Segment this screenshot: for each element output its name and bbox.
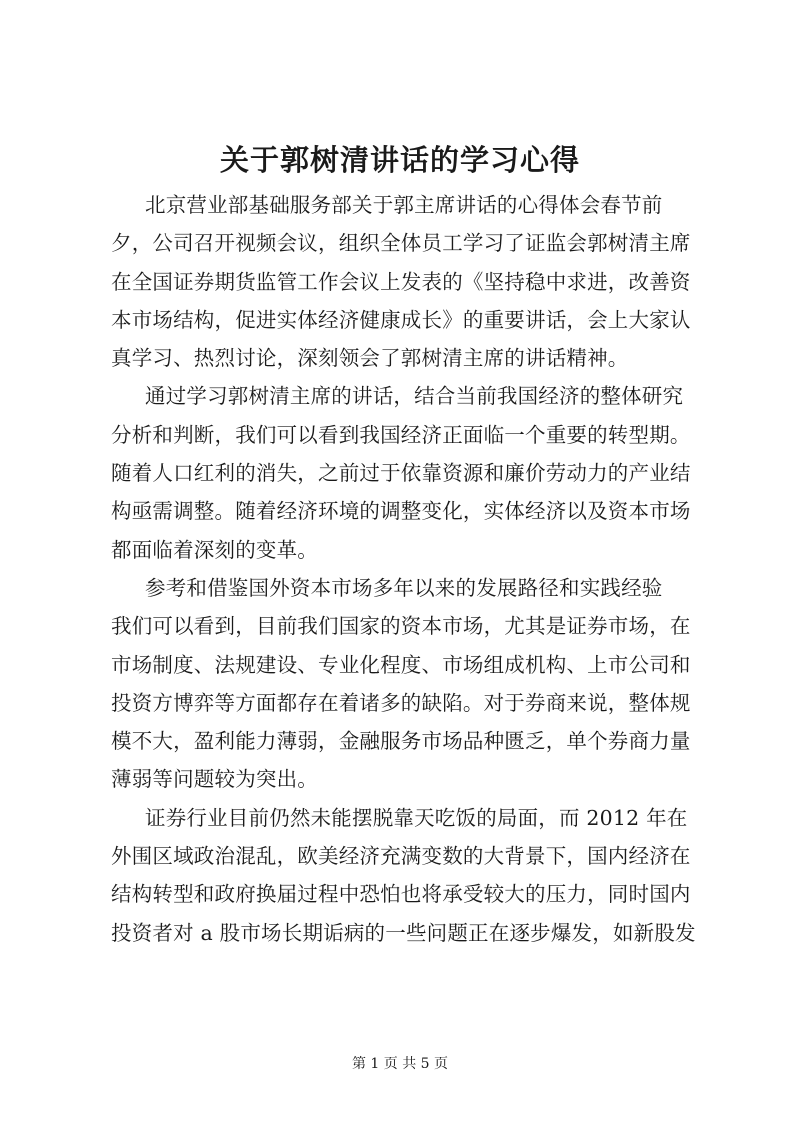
paragraph-line: 市场制度、法规建设、专业化程度、市场组成机构、上市公司和 xyxy=(111,652,691,677)
paragraph-line: 本市场结构，促进实体经济健康成长》的重要讲话，会上大家认 xyxy=(111,307,691,332)
paragraph-line: 薄弱等问题较为突出。 xyxy=(111,767,318,792)
paragraph-line: 真学习、热烈讨论，深刻领会了郭树清主席的讲话精神。 xyxy=(111,346,629,371)
paragraph-line: 通过学习郭树清主席的讲话，结合当前我国经济的整体研究 xyxy=(145,384,684,409)
paragraph-line: 分析和判断，我们可以看到我国经济正面临一个重要的转型期。 xyxy=(111,422,691,447)
paragraph-line: 模不大，盈利能力薄弱，金融服务市场品种匮乏，单个券商力量 xyxy=(111,729,691,754)
paragraph-line: 我们可以看到，目前我们国家的资本市场，尤其是证券市场，在 xyxy=(111,614,691,639)
paragraph-line: 都面临着深刻的变革。 xyxy=(111,537,318,562)
paragraph-line: 夕，公司召开视频会议，组织全体员工学习了证监会郭树清主席 xyxy=(111,231,691,256)
paragraph-line: 外围区域政治混乱，欧美经济充满变数的大背景下，国内经济在 xyxy=(111,844,691,869)
document-body xyxy=(111,186,711,952)
paragraph-line: 随着人口红利的消失，之前过于依靠资源和廉价劳动力的产业结 xyxy=(111,461,691,486)
paragraph-line: 参考和借鉴国外资本市场多年以来的发展路径和实践经验 xyxy=(145,575,663,600)
paragraph-line: 在全国证券期货监管工作会议上发表的《坚持稳中求进，改善资 xyxy=(111,269,691,294)
paragraph-line: 构亟需调整。随着经济环境的调整变化，实体经济以及资本市场 xyxy=(111,499,691,524)
paragraph-line: 投资者对 a 股市场长期诟病的一些问题正在逐步爆发，如新股发 xyxy=(111,920,696,945)
paragraph-line: 证券行业目前仍然未能摆脱靠天吃饭的局面，而 2012 年在 xyxy=(145,805,688,830)
paragraph-line: 北京营业部基础服务部关于郭主席讲话的心得体会春节前 xyxy=(145,193,663,217)
page-footer: 第 1 页 共 5 页 xyxy=(351,1056,449,1072)
paragraph-line: 结构转型和政府换届过程中恐怕也将承受较大的压力，同时国内 xyxy=(111,882,691,907)
paragraph-line: 投资方博弈等方面都存在着诸多的缺陷。对于券商来说，整体规 xyxy=(111,690,691,715)
document-title: 关于郭树清讲话的学习心得 xyxy=(219,143,580,177)
